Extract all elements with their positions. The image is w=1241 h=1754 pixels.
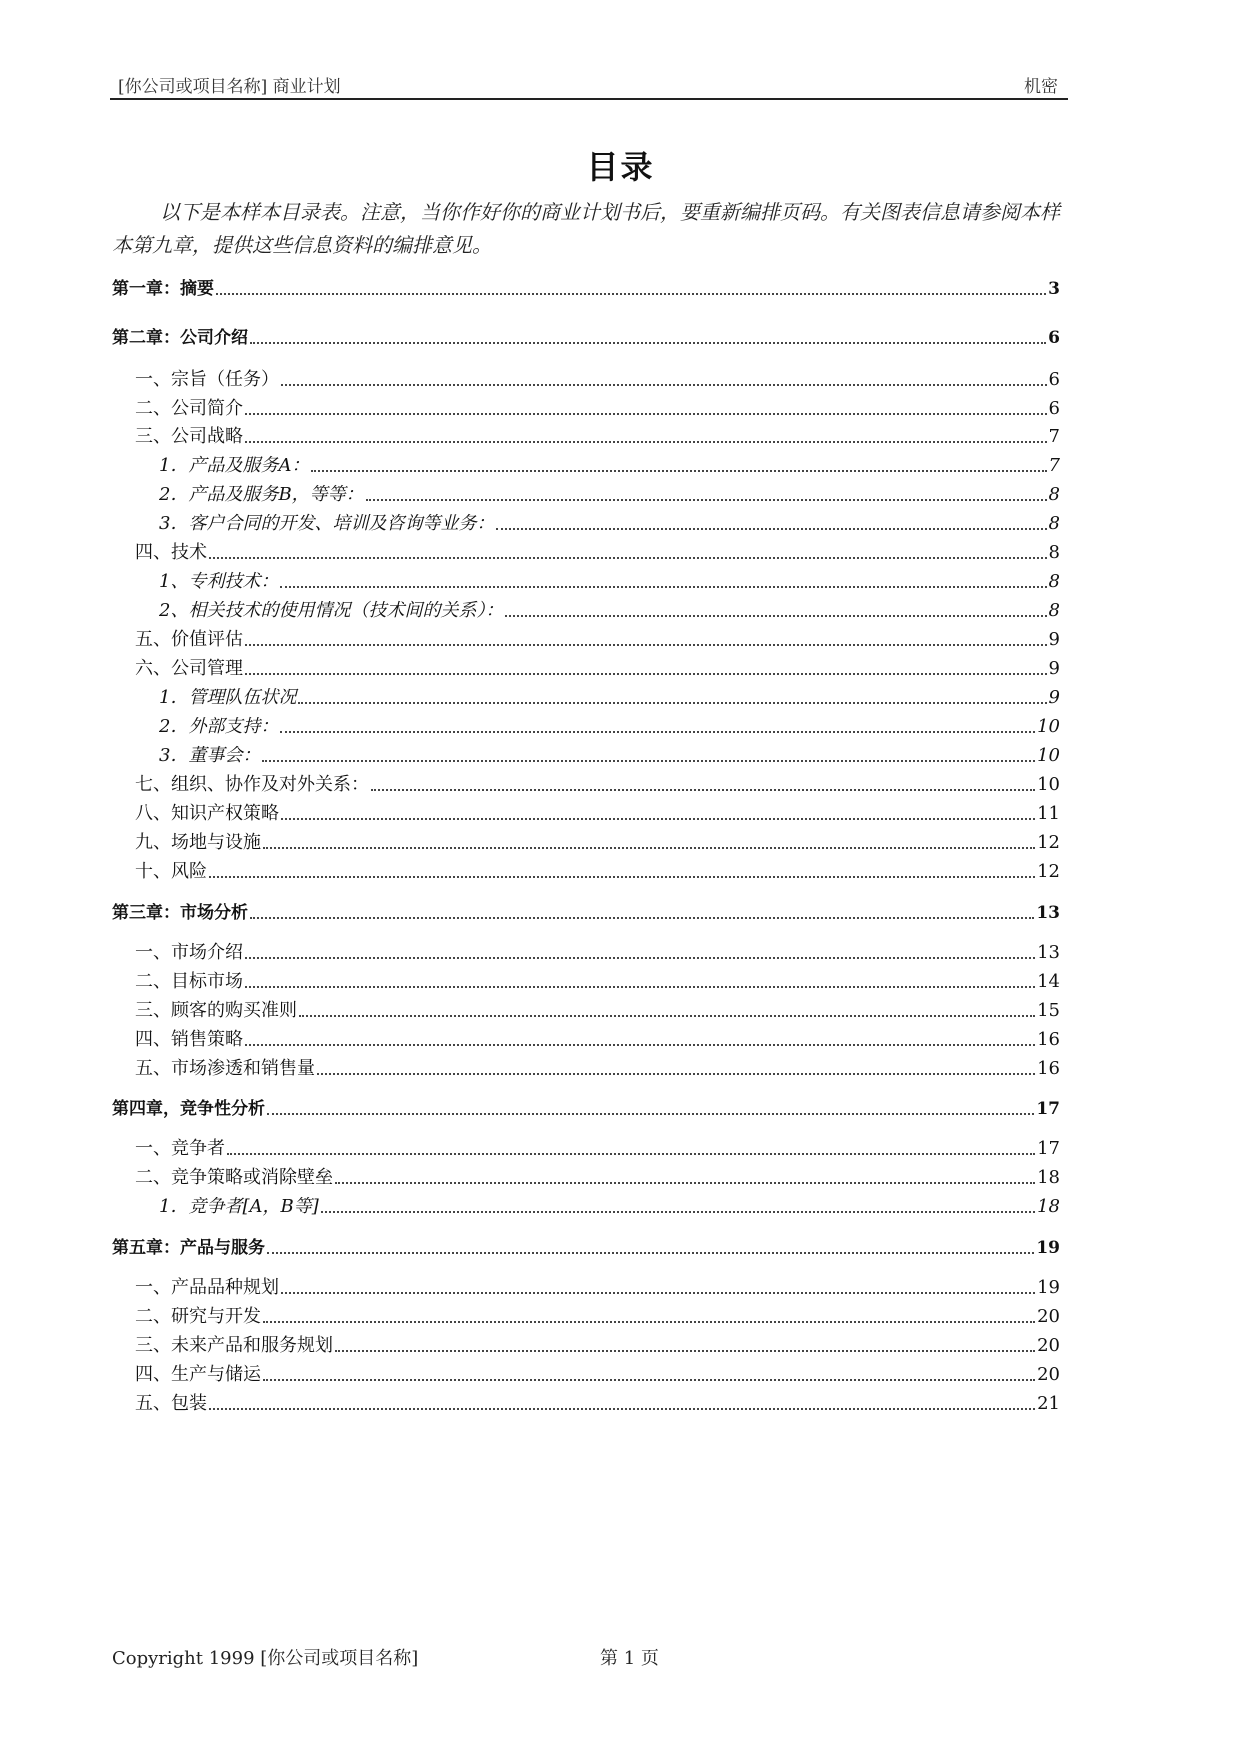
toc-section-entry[interactable] (112, 625, 1060, 651)
toc-dot-leader (496, 527, 1046, 530)
toc-dot-leader (366, 498, 1047, 501)
toc-dot-leader (263, 1378, 1035, 1381)
toc-section-entry[interactable] (112, 567, 1060, 593)
toc-dot-leader (280, 730, 1035, 733)
toc-entry-title: 3．董事会： (159, 745, 261, 766)
toc-entry-title: 二、竞争策略或消除壁垒 (135, 1167, 333, 1188)
toc-dot-leader (245, 956, 1035, 959)
toc-page-number: 7 (1048, 426, 1060, 447)
toc-section-entry[interactable] (112, 422, 1060, 448)
toc-page-number: 13 (1036, 903, 1060, 923)
toc-dot-leader (216, 292, 1046, 295)
toc-page-number: 11 (1037, 803, 1060, 824)
toc-entry-title: 五、价值评估 (135, 629, 243, 650)
toc-page-number: 6 (1048, 369, 1060, 390)
toc-entry-title: 1、专利技术： (159, 571, 279, 592)
footer-copyright: Copyright 1999 [你公司或项目名称] (112, 1648, 419, 1669)
toc-page-number: 8 (1048, 542, 1060, 563)
toc-entry-title: 2．外部支持： (159, 716, 279, 737)
toc-page-number: 7 (1048, 455, 1060, 476)
toc-page-number: 17 (1037, 1138, 1060, 1159)
toc-page-number: 16 (1037, 1058, 1060, 1079)
toc-entry-title: 四、技术 (135, 542, 207, 563)
page-header (110, 70, 1068, 100)
toc-page-number: 18 (1037, 1196, 1060, 1217)
toc-dot-leader (505, 614, 1046, 617)
toc-dot-leader (245, 440, 1047, 443)
toc-page-number: 20 (1037, 1335, 1060, 1356)
toc-dot-leader (267, 1112, 1034, 1115)
toc-entry-title: 二、目标市场 (135, 971, 243, 992)
toc-dot-leader (209, 556, 1047, 559)
toc-entry-title: 四、生产与储运 (135, 1364, 261, 1385)
toc-section-entry[interactable] (112, 365, 1060, 391)
toc-page-number: 8 (1048, 600, 1060, 621)
toc-entry-title: 一、宗旨（任务） (135, 369, 279, 390)
toc-section-entry[interactable] (112, 480, 1060, 506)
page-title: 目录 (586, 148, 655, 186)
toc-dot-leader (245, 643, 1047, 646)
toc-entry-title: 第一章：摘要 (112, 279, 214, 299)
toc-entry-title: 第二章：公司介绍 (112, 328, 248, 348)
toc-dot-leader (335, 1349, 1035, 1352)
toc-page-number: 17 (1036, 1099, 1060, 1119)
toc-entry-title: 九、场地与设施 (135, 832, 261, 853)
toc-chapter-entry[interactable] (112, 898, 1060, 924)
toc-section-entry[interactable] (112, 996, 1060, 1022)
toc-entry-title: 1．竞争者[A，B等] (159, 1196, 319, 1217)
toc-page-number: 9 (1048, 687, 1060, 708)
toc-dot-leader (317, 1072, 1035, 1075)
toc-dot-leader (281, 383, 1047, 386)
toc-page-number: 3 (1048, 279, 1060, 299)
toc-section-entry[interactable] (112, 1192, 1060, 1218)
toc-dot-leader (209, 1407, 1035, 1410)
toc-entry-title: 第三章：市场分析 (112, 903, 248, 923)
toc-dot-leader (245, 1043, 1035, 1046)
toc-dot-leader (245, 672, 1047, 675)
toc-dot-leader (299, 1014, 1035, 1017)
toc-dot-leader (311, 469, 1046, 472)
toc-page-number: 21 (1037, 1393, 1060, 1414)
toc-page-number: 19 (1036, 1238, 1060, 1258)
toc-entry-title: 十、风险 (135, 861, 207, 882)
toc-section-entry[interactable] (112, 712, 1060, 738)
toc-entry-title: 二、公司简介 (135, 398, 243, 419)
toc-page-number: 20 (1037, 1364, 1060, 1385)
intro-paragraph: 以下是本样本目录表。注意，当你作好你的商业计划书后，要重新编排页码。有关图表信息请参阅本样本第九章，提供这些信息资料的编排意见。 (112, 200, 1060, 257)
toc-entry-title: 三、未来产品和服务规划 (135, 1335, 333, 1356)
toc-entry-title: 第五章：产品与服务 (112, 1238, 265, 1258)
toc-entry-title: 八、知识产权策略 (135, 803, 279, 824)
toc-page-number: 13 (1037, 942, 1060, 963)
toc-page-number: 9 (1048, 658, 1060, 679)
toc-section-entry[interactable] (112, 1134, 1060, 1160)
toc-entry-title: 二、研究与开发 (135, 1306, 261, 1327)
toc-section-entry[interactable] (112, 394, 1060, 420)
toc-section-entry[interactable] (112, 538, 1060, 564)
toc-page-number: 16 (1037, 1029, 1060, 1050)
toc-page-number: 8 (1048, 571, 1060, 592)
toc-section-entry[interactable] (112, 857, 1060, 883)
toc-entry-title: 三、公司战略 (135, 426, 243, 447)
toc-page-number: 10 (1037, 716, 1060, 737)
toc-entry-title: 3．客户合同的开发、培训及咨询等业务： (159, 513, 495, 534)
toc-chapter-entry[interactable] (112, 274, 1060, 300)
toc-entry-title: 七、组织、协作及对外关系： (135, 774, 369, 795)
toc-section-entry[interactable] (112, 967, 1060, 993)
toc-dot-leader (298, 701, 1046, 704)
toc-entry-title: 六、公司管理 (135, 658, 243, 679)
toc-page-number: 18 (1037, 1167, 1060, 1188)
toc-chapter-entry[interactable] (112, 1094, 1060, 1120)
toc-page-number: 10 (1037, 745, 1060, 766)
toc-dot-leader (263, 1320, 1035, 1323)
toc-section-entry[interactable] (112, 1331, 1060, 1357)
toc-dot-leader (321, 1210, 1035, 1213)
toc-page-number: 20 (1037, 1306, 1060, 1327)
toc-entry-title: 一、产品品种规划 (135, 1277, 279, 1298)
toc-entry-title: 一、竞争者 (135, 1138, 225, 1159)
header-confidential: 机密 (1024, 77, 1058, 97)
toc-entry-title: 1．产品及服务A： (159, 455, 310, 476)
header-title: [你公司或项目名称] 商业计划 (118, 77, 341, 97)
toc-section-entry[interactable] (112, 1360, 1060, 1386)
toc-dot-leader (245, 985, 1035, 988)
toc-section-entry[interactable] (112, 1389, 1060, 1415)
toc-section-entry[interactable] (112, 1163, 1060, 1189)
toc-entry-title: 五、包装 (135, 1393, 207, 1414)
toc-section-entry[interactable] (112, 596, 1060, 622)
toc-section-entry[interactable] (112, 683, 1060, 709)
toc-section-entry[interactable] (112, 654, 1060, 680)
toc-chapter-entry[interactable] (112, 1233, 1060, 1259)
toc-section-entry[interactable] (112, 451, 1060, 477)
toc-section-entry[interactable] (112, 828, 1060, 854)
toc-dot-leader (209, 875, 1035, 878)
toc-page-number: 6 (1048, 328, 1060, 348)
toc-page-number: 6 (1048, 398, 1060, 419)
toc-entry-title: 四、销售策略 (135, 1029, 243, 1050)
toc-entry-title: 2、相关技术的使用情况（技术间的关系）： (159, 600, 504, 621)
toc-dot-leader (227, 1152, 1035, 1155)
toc-chapter-entry[interactable] (112, 323, 1060, 349)
toc-entry-title: 五、市场渗透和销售量 (135, 1058, 315, 1079)
toc-page-number: 8 (1048, 513, 1060, 534)
toc-section-entry[interactable] (112, 1054, 1060, 1080)
toc-dot-leader (267, 1251, 1034, 1254)
toc-section-entry[interactable] (112, 799, 1060, 825)
toc-page-number: 14 (1037, 971, 1060, 992)
toc-page-number: 9 (1048, 629, 1060, 650)
toc-entry-title: 1．管理队伍状况 (159, 687, 297, 708)
toc-dot-leader (371, 788, 1035, 791)
toc-dot-leader (263, 846, 1035, 849)
toc-entry-title: 第四章，竞争性分析 (112, 1099, 265, 1119)
toc-section-entry[interactable] (112, 938, 1060, 964)
toc-section-entry[interactable] (112, 1025, 1060, 1051)
toc-dot-leader (245, 412, 1047, 415)
toc-dot-leader (250, 341, 1046, 344)
toc-page-number: 12 (1037, 861, 1060, 882)
toc-entry-title: 2．产品及服务B，等等： (159, 484, 364, 505)
toc-dot-leader (335, 1181, 1035, 1184)
toc-entry-title: 一、市场介绍 (135, 942, 243, 963)
toc-page-number: 10 (1037, 774, 1060, 795)
toc-section-entry[interactable] (112, 509, 1060, 535)
toc-dot-leader (250, 916, 1034, 919)
toc-section-entry[interactable] (112, 770, 1060, 796)
toc-dot-leader (262, 759, 1035, 762)
toc-section-entry[interactable] (112, 1302, 1060, 1328)
toc-dot-leader (281, 1291, 1035, 1294)
toc-dot-leader (281, 817, 1035, 820)
footer-page-number: 第 1 页 (600, 1648, 659, 1669)
toc-dot-leader (280, 585, 1046, 588)
toc-page-number: 15 (1037, 1000, 1060, 1021)
toc-section-entry[interactable] (112, 741, 1060, 767)
toc-page-number: 8 (1048, 484, 1060, 505)
toc-entry-title: 三、顾客的购买准则 (135, 1000, 297, 1021)
toc-page-number: 12 (1037, 832, 1060, 853)
toc-section-entry[interactable] (112, 1273, 1060, 1299)
toc-page-number: 19 (1037, 1277, 1060, 1298)
